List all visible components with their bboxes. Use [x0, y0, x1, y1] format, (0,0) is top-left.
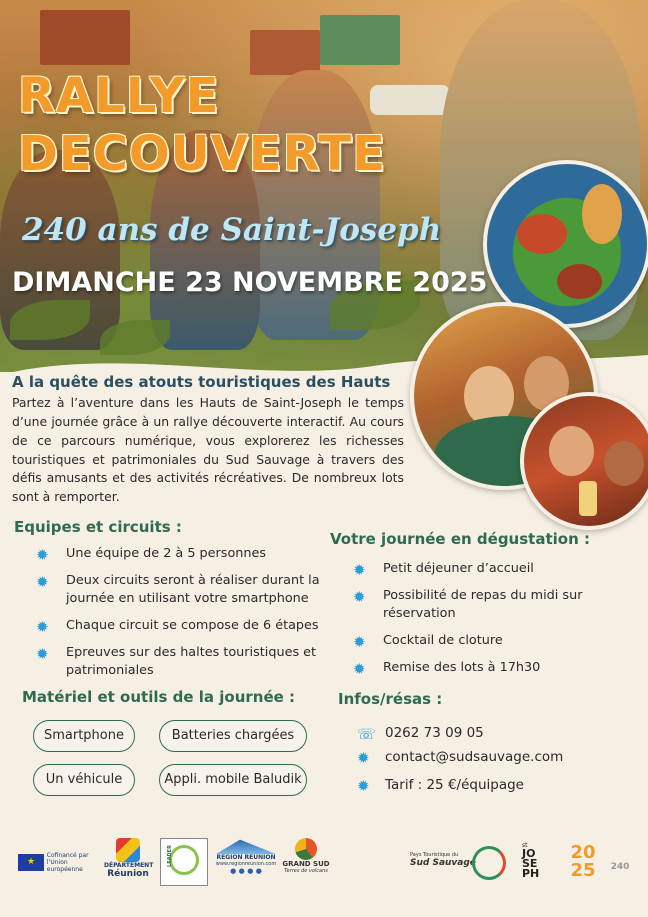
list-item-text: Petit déjeuner d’accueil	[383, 561, 534, 576]
snowflake-bullet-icon: ✹	[36, 644, 49, 663]
eu-logo-text: Cofinancé par l’Union européenne	[46, 852, 89, 873]
event-date: DIMANCHE 23 NOVEMBRE 2025	[12, 267, 488, 298]
snowflake-bullet-icon: ✹	[357, 777, 370, 795]
list-item	[353, 659, 613, 677]
list-item-text: Une équipe de 2 à 5 personnes	[66, 546, 267, 561]
snowflake-bullet-icon: ✹	[357, 749, 370, 767]
house-illustration	[40, 10, 130, 65]
intro-heading: A la quête des atouts touristiques des Hauts	[12, 373, 391, 391]
list-item-text: Chaque circuit se compose de 6 étapes	[66, 617, 319, 633]
list-item	[353, 632, 613, 650]
social-icons: ● ● ● ●	[230, 867, 262, 875]
list-item	[36, 644, 336, 680]
house-illustration	[320, 15, 400, 65]
face-illustration	[604, 441, 644, 486]
eu-flag-icon: ★	[18, 854, 44, 871]
leader-logo	[160, 838, 208, 886]
subtitle: 240 ans de Saint-Joseph	[22, 212, 442, 248]
title-line-2: DECOUVERTE	[18, 126, 386, 182]
intro-text: Partez à l’aventure dans les Hauts de Saint-Joseph le temps d’une journée grâce à un rallye découverte interactif. Au cours de ce parcours numérique, vous explorerez les richesses touristiques et patrimoniales du Sud Sauvage à travers des défis amusants et des activités récréatives. De nombreux lots sont à remporter.	[12, 395, 404, 505]
snowflake-bullet-icon: ✹	[353, 632, 366, 651]
departement-logo	[104, 838, 152, 879]
leader-label: LEADER	[166, 845, 173, 867]
departement-label: DÉPARTEMENT	[104, 862, 154, 869]
pill-app-baludik: Appli. mobile Baludik	[159, 764, 307, 796]
region-reunion-logo	[214, 838, 278, 875]
anniversary-2025-logo: 20 25	[570, 842, 596, 881]
materials-heading: Matériel et outils de la journée :	[22, 688, 296, 706]
pill-batteries: Batteries chargées	[159, 720, 307, 752]
tasting-list	[353, 560, 613, 686]
saint-joseph-prefix: st	[522, 842, 528, 849]
snowflake-bullet-icon: ✹	[36, 572, 49, 591]
grand-sud-emblem-icon	[295, 838, 317, 860]
tasting-illustration-circle	[520, 392, 648, 530]
price-text: Tarif : 25 €/équipage	[385, 777, 524, 793]
list-item-text: Possibilité de repas du midi sur réservation	[383, 587, 583, 621]
snowflake-bullet-icon: ✹	[353, 561, 366, 579]
grand-sud-label: GRAND SUD	[282, 860, 330, 868]
list-item	[353, 587, 613, 623]
saint-joseph-logo	[522, 842, 552, 879]
list-item-text: Cocktail de cloture	[383, 632, 503, 648]
list-item	[36, 545, 336, 563]
sud-sauvage-label: Pays Touristique du	[410, 852, 459, 858]
eu-logo	[18, 852, 108, 873]
departement-emblem-icon	[116, 838, 140, 862]
phone-icon: ☏	[357, 725, 376, 743]
email-link[interactable]: contact@sudsauvage.com	[385, 749, 564, 765]
teams-heading: Equipes et circuits :	[14, 518, 182, 536]
region-label: RÉGION RÉUNION	[216, 854, 276, 861]
anniversary-240-logo: 240	[610, 862, 630, 872]
snowflake-bullet-icon: ✹	[36, 617, 49, 636]
mountain-icon	[216, 838, 276, 854]
list-item-text: Deux circuits seront à réaliser durant la journée en utilisant votre smartphone	[66, 572, 320, 606]
leader-emblem-icon	[166, 845, 199, 875]
list-item-text: Remise des lots à 17h30	[383, 659, 541, 675]
map-house-icon	[557, 264, 602, 299]
musician-illustration	[582, 184, 622, 244]
snowflake-bullet-icon: ✹	[36, 546, 49, 564]
list-item-text: Epreuves sur des haltes touristiques et patrimoniales	[66, 644, 317, 678]
teams-list	[36, 545, 336, 688]
face-illustration	[549, 426, 594, 476]
snowflake-bullet-icon: ✹	[353, 587, 366, 606]
list-item	[36, 617, 336, 635]
info-heading: Infos/résas :	[338, 690, 443, 708]
pill-vehicle: Un véhicule	[33, 764, 135, 796]
car-illustration	[370, 85, 450, 115]
sud-sauvage-logo	[410, 852, 508, 868]
region-url: www.regionreunion.com	[215, 861, 277, 867]
list-item	[353, 560, 613, 578]
grand-sud-tagline: Terres de volcans	[284, 868, 328, 874]
partner-logos	[0, 830, 648, 917]
map-house-icon	[517, 214, 567, 254]
sud-sauvage-emblem-icon	[472, 846, 506, 880]
glass-illustration	[579, 481, 597, 516]
house-illustration	[250, 30, 320, 75]
title-line-1: RALLYE	[18, 68, 220, 124]
sud-sauvage-label: Sud Sauvage	[410, 858, 476, 868]
departement-label: Réunion	[107, 869, 149, 879]
list-item	[36, 572, 336, 608]
saint-joseph-letters: SE	[522, 857, 538, 870]
saint-joseph-letters: JO	[522, 847, 536, 860]
pill-smartphone: Smartphone	[33, 720, 135, 752]
saint-joseph-letters: PH	[522, 867, 540, 880]
snowflake-bullet-icon: ✹	[353, 659, 366, 678]
tasting-heading: Votre journée en dégustation :	[330, 530, 590, 548]
phone-number: 0262 73 09 05	[385, 725, 484, 741]
grand-sud-logo	[280, 838, 332, 874]
